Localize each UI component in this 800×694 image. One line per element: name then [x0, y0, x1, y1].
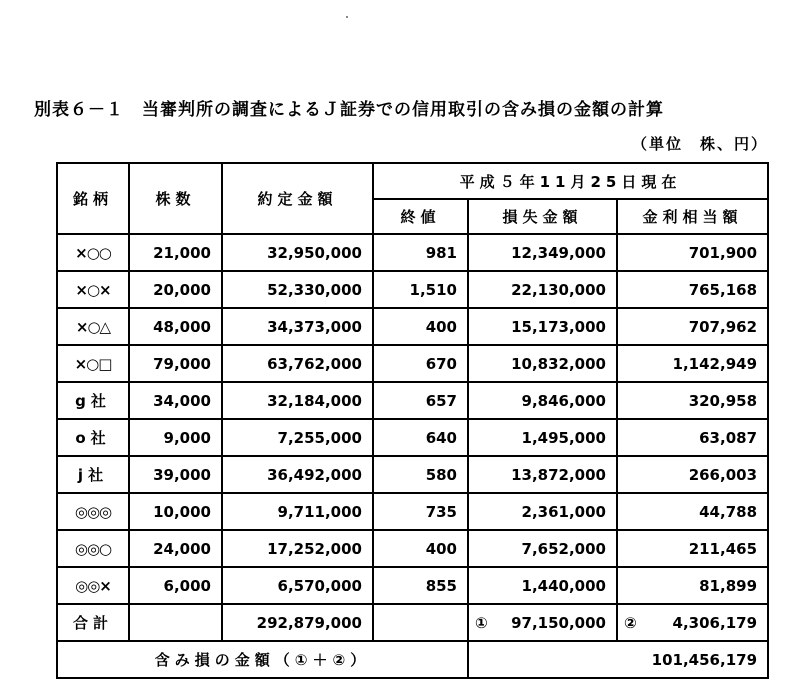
interest-amount-cell: 63,087: [617, 419, 768, 456]
closing-price-cell: 855: [373, 567, 468, 604]
table-row: [57, 234, 768, 271]
stock-name-cell: ◎◎×: [57, 567, 129, 604]
total-shares-empty: [129, 604, 222, 641]
loss-amount-cell: 12,349,000: [468, 234, 617, 271]
table-row: [57, 271, 768, 308]
header-shares: 株数: [129, 163, 222, 234]
total-contract: 292,879,000: [222, 604, 373, 641]
loss-amount-cell: 9,846,000: [468, 382, 617, 419]
total-close-empty: [373, 604, 468, 641]
closing-price-cell: 735: [373, 493, 468, 530]
shares-cell: 9,000: [129, 419, 222, 456]
interest-amount-cell: 765,168: [617, 271, 768, 308]
contract-amount-cell: 36,492,000: [222, 456, 373, 493]
header-date-group: 平成５年11月25日現在: [373, 163, 768, 199]
loss-amount-cell: 1,495,000: [468, 419, 617, 456]
interest-amount-cell: 1,142,949: [617, 345, 768, 382]
table-row: [57, 493, 768, 530]
interest-amount-cell: 320,958: [617, 382, 768, 419]
summary-label: 含み損の金額（①＋②）: [57, 641, 468, 678]
closing-price-cell: 640: [373, 419, 468, 456]
speck: [346, 16, 348, 18]
closing-price-cell: 1,510: [373, 271, 468, 308]
shares-cell: 20,000: [129, 271, 222, 308]
header-name: 銘柄: [57, 163, 129, 234]
total-interest: 4,306,179: [672, 613, 758, 632]
summary-row: [57, 641, 768, 678]
stock-name-cell: ◎◎◎: [57, 493, 129, 530]
closing-price-cell: 400: [373, 530, 468, 567]
contract-amount-cell: 7,255,000: [222, 419, 373, 456]
contract-amount-cell: 17,252,000: [222, 530, 373, 567]
stock-name-cell: ×○□: [57, 345, 129, 382]
shares-cell: 24,000: [129, 530, 222, 567]
contract-amount-cell: 63,762,000: [222, 345, 373, 382]
interest-amount-cell: 266,003: [617, 456, 768, 493]
table-row: [57, 382, 768, 419]
document-title: 別表６－１ 当審判所の調査によるＪ証券での信用取引の含み損の金額の計算: [34, 100, 664, 120]
loss-amount-cell: 10,832,000: [468, 345, 617, 382]
total-loss-cell: [468, 604, 617, 641]
interest-amount-cell: 44,788: [617, 493, 768, 530]
closing-price-cell: 657: [373, 382, 468, 419]
loss-amount-cell: 22,130,000: [468, 271, 617, 308]
total-row: [57, 604, 768, 641]
interest-marker: ②: [624, 613, 637, 632]
interest-amount-cell: 211,465: [617, 530, 768, 567]
interest-amount-cell: 707,962: [617, 308, 768, 345]
summary-value: 101,456,179: [468, 641, 768, 678]
shares-cell: 21,000: [129, 234, 222, 271]
stock-name-cell: g社: [57, 382, 129, 419]
unit-note: （単位 株、円）: [632, 135, 769, 153]
contract-amount-cell: 32,950,000: [222, 234, 373, 271]
header-contract: 約定金額: [222, 163, 373, 234]
total-label: 合計: [57, 604, 129, 641]
loss-amount-cell: 2,361,000: [468, 493, 617, 530]
loss-marker: ①: [475, 613, 488, 632]
table-row: [57, 308, 768, 345]
loss-amount-cell: 7,652,000: [468, 530, 617, 567]
loss-amount-cell: 15,173,000: [468, 308, 617, 345]
total-loss: 97,150,000: [511, 613, 606, 632]
shares-cell: 10,000: [129, 493, 222, 530]
header-loss: 損失金額: [468, 199, 617, 234]
total-interest-cell: [617, 604, 768, 641]
contract-amount-cell: 9,711,000: [222, 493, 373, 530]
stock-name-cell: ◎◎○: [57, 530, 129, 567]
shares-cell: 6,000: [129, 567, 222, 604]
shares-cell: 48,000: [129, 308, 222, 345]
stock-name-cell: ×○×: [57, 271, 129, 308]
table-row: [57, 530, 768, 567]
stock-name-cell: o社: [57, 419, 129, 456]
table-row: [57, 567, 768, 604]
table-row: [57, 456, 768, 493]
interest-amount-cell: 701,900: [617, 234, 768, 271]
stock-name-cell: j社: [57, 456, 129, 493]
loss-table: [56, 162, 769, 679]
loss-amount-cell: 1,440,000: [468, 567, 617, 604]
closing-price-cell: 981: [373, 234, 468, 271]
contract-amount-cell: 32,184,000: [222, 382, 373, 419]
table-row: [57, 419, 768, 456]
table-row: [57, 345, 768, 382]
header-row-1: [57, 163, 768, 199]
header-interest: 金利相当額: [617, 199, 768, 234]
stock-name-cell: ×○○: [57, 234, 129, 271]
shares-cell: 39,000: [129, 456, 222, 493]
closing-price-cell: 580: [373, 456, 468, 493]
stock-name-cell: ×○△: [57, 308, 129, 345]
interest-amount-cell: 81,899: [617, 567, 768, 604]
contract-amount-cell: 6,570,000: [222, 567, 373, 604]
contract-amount-cell: 52,330,000: [222, 271, 373, 308]
shares-cell: 34,000: [129, 382, 222, 419]
shares-cell: 79,000: [129, 345, 222, 382]
loss-amount-cell: 13,872,000: [468, 456, 617, 493]
header-close: 終値: [373, 199, 468, 234]
contract-amount-cell: 34,373,000: [222, 308, 373, 345]
closing-price-cell: 670: [373, 345, 468, 382]
closing-price-cell: 400: [373, 308, 468, 345]
